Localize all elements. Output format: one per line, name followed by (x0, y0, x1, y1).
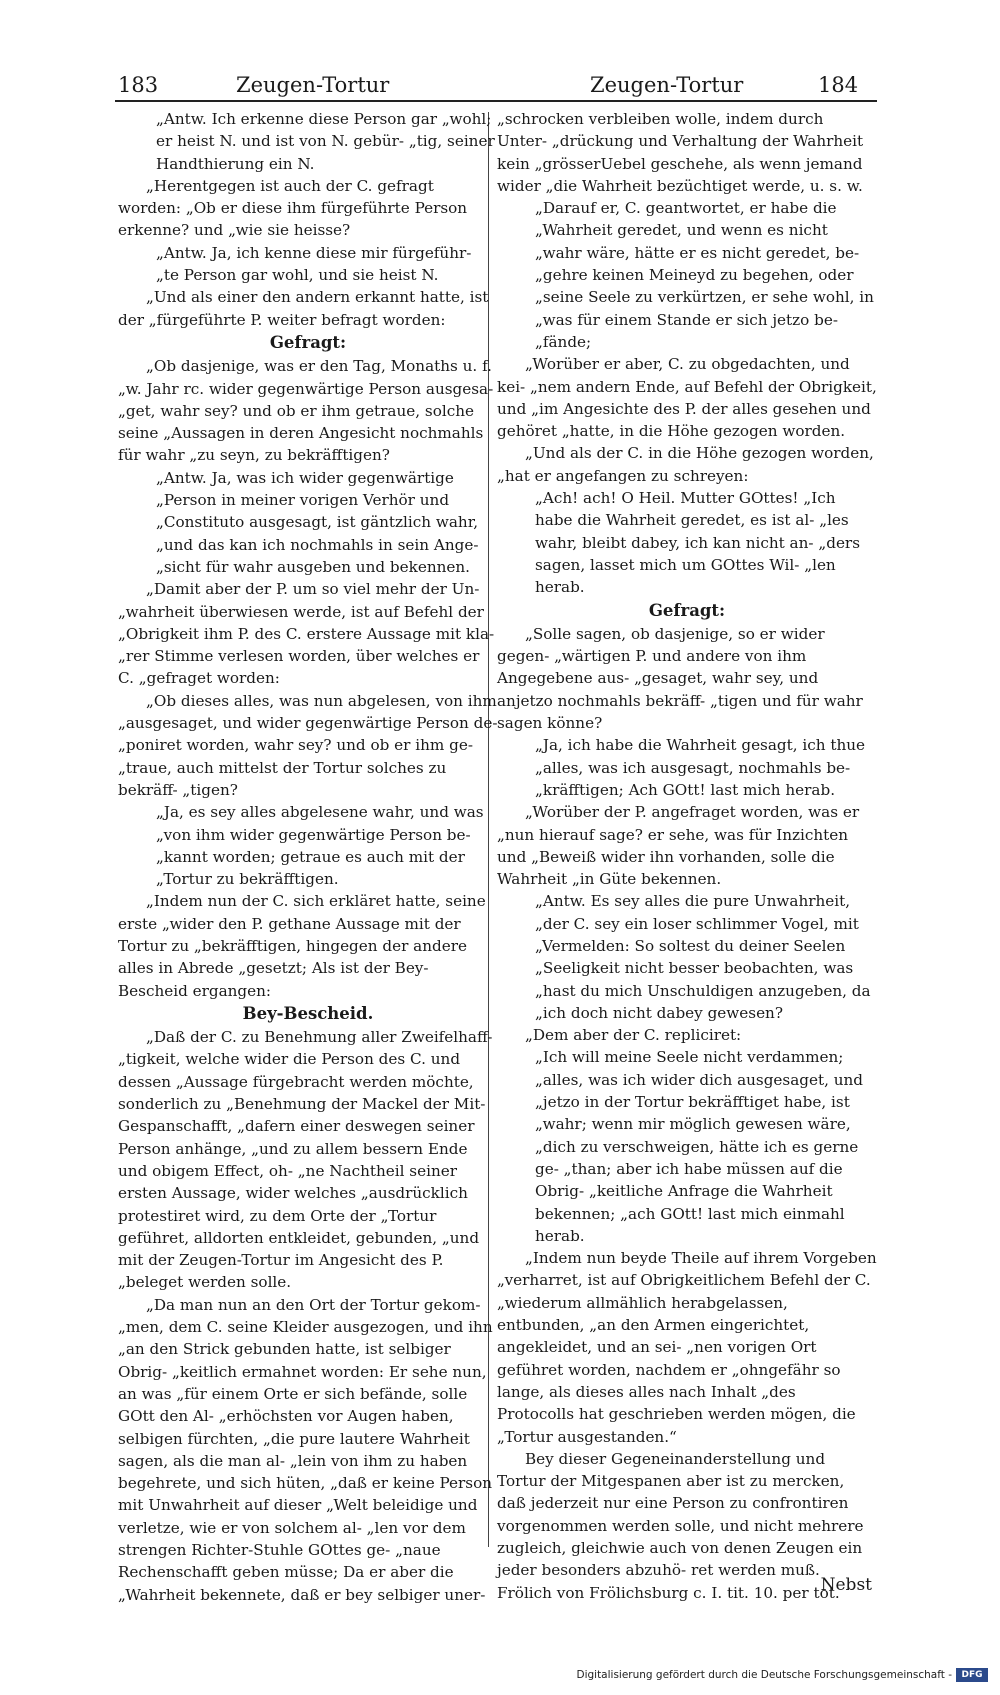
paragraph: „Antw. Es sey alles die pure Unwahrheit, „der C. sey ein loser schlimmer Vogel, mit „Vermelden: So soltest du deiner Seelen „Seeligkeit nicht besser beobachten, was „hast du mich Unschuldigen anzugeben, da „ich doch nicht dabey gewesen? (535, 892, 871, 1022)
digitization-credit: Digitalisierung gefördert durch die Deutsche Forschungsgemeinschaft - (576, 1669, 952, 1681)
dfg-logo: DFG (956, 1668, 988, 1682)
paragraph: „Worüber der P. angefraget worden, was er „nun hierauf sage? er sehe, was für Inzichten und „Beweiß wider ihn vorhanden, solle die Wahrheit „in Güte bekennen. (497, 803, 860, 889)
paragraph: „Ach! ach! O Heil. Mutter GOttes! „Ich habe die Wahrheit geredet, es ist al- „les wahr, bleibt dabey, ich kan nicht an- „ders sagen, lasset mich um GOttes Wil- „len herab. (535, 489, 860, 597)
paragraph: „Antw. Ich erkenne diese Person gar „wohl; er heist N. und ist von N. gebür- „tig, seiner Handthierung ein N. (156, 110, 495, 173)
paragraph: „Ja, es sey alles abgelesene wahr, und was „von ihm wider gegenwärtige Person be- „kannt worden; getraue es auch mit der „Tortur zu bekräfftigen. (156, 803, 484, 889)
paragraph: „Antw. Ja, ich kenne diese mir fürgeführ- „te Person gar wohl, und sie heist N. (156, 243, 472, 285)
paragraph: „schrocken verbleiben wolle, indem durch Unter- „drückung und Verhaltung der Wahrheit kein „grösserUebel geschehe, als wenn jemand wider „die Wahrheit bezüchtiget werde, u. s. w. (497, 110, 864, 195)
left-page-number: 183 (118, 73, 159, 97)
right-running-title: Zeugen-Tortur (590, 73, 744, 97)
footer (0, 1669, 1000, 1689)
paragraph: „Da man nun an den Ort der Tortur gekom- „men, dem C. seine Kleider ausgezogen, und ihn „an den Strick gebunden hatte, ist selbiger Obrig- „keitlich ermahnet worden: Er sehe nun, an was „für einem Orte er sich befände, solle GOtt den Al- „erhöchsten vor Augen haben, selbigen fürchten, „die pure lautere Wahrheit sagen, als die man al- „lein von ihm zu haben begehrete, und sich hüten, „daß er keine Person mit Unwahrheit auf dieser „Welt beleidige und verletze, wie er von solchem al- „len vor dem strengen Richter-Stuhle GOttes ge- „naue Rechenschafft geben müsse; Da er aber die „Wahrheit bekennete, daß er bey selbiger uner- (118, 1295, 493, 1604)
right-column (497, 108, 877, 1604)
paragraph: „Ich will meine Seele nicht verdammen; „alles, was ich wider dich ausgesaget, und „jetzo in der Tortur bekräfftiget habe, ist „wahr; wenn mir möglich gewesen wäre, „dich zu verschweigen, hätte ich es gerne ge- „than; aber ich habe müssen auf die Obrig- „keitliche Anfrage die Wahrheit bekennen; „ach GOtt! last mich einmahl herab. (535, 1048, 864, 1245)
paragraph: „Ob dieses alles, was nun abgelesen, von ihm „ausgesaget, und wider gegenwärtige Person de- „poniret worden, wahr sey? und ob er ihm ge- „traue, auch mittelst der Tortur solches zu bekräff- „tigen? (118, 691, 498, 799)
header-rule (115, 100, 877, 102)
paragraph: „Indem nun beyde Theile auf ihrem Vorgeben „verharret, ist auf Obrigkeitlichem Befehl der C. „wiederum allmählich herabgelassen, entbunden, „an den Armen eingerichtet, angekleidet, und an sei- „nen vorigen Ort geführet worden, nachdem er „ohngefähr so lange, als dieses alles nach Inhalt „des Protocolls hat geschrieben werden mögen, die „Tortur ausgestanden.“ (497, 1249, 877, 1446)
left-column (118, 108, 498, 1606)
paragraph: „Herentgegen ist auch der C. gefragt worden: „Ob er diese ihm fürgeführte Person erkenne? und „wie sie heisse? (118, 176, 468, 240)
paragraph: „Antw. Ja, was ich wider gegenwärtige „Person in meiner vorigen Verhör und „Constituto ausgesagt, ist gäntzlich wahr, „und das kan ich nochmahls in sein Ange- „sicht für wahr ausgeben und bekennen. (156, 468, 479, 576)
catchword: Nebst (820, 1575, 872, 1595)
paragraph: „Damit aber der P. um so viel mehr der Un- „wahrheit überwiesen werde, ist auf Befehl der „Obrigkeit ihm P. des C. erstere Aussage mit kla- „rer Stimme verlesen worden, über welches er C. „gefraget worden: (118, 580, 495, 688)
paragraph: „Indem nun der C. sich erkläret hatte, seine erste „wider den P. gethane Aussage mit der Tortur zu „bekräfftigen, hingegen der andere alles in Abrede „gesetzt; Als ist der Bey-Bescheid ergangen: (118, 892, 486, 1000)
section-heading: Bey-Bescheid. (242, 1003, 374, 1023)
right-page-number: 184 (818, 73, 859, 97)
section-heading: Gefragt: (269, 332, 347, 352)
paragraph: „Ja, ich habe die Wahrheit gesagt, ich thue „alles, was ich ausgesagt, nochmahls be- „kräfftigen; Ach GOtt! last mich herab. (535, 736, 866, 799)
section-heading: Gefragt: (648, 600, 726, 620)
paragraph: „Dem aber der C. repliciret: (525, 1026, 742, 1045)
paragraph: „Ob dasjenige, was er den Tag, Monaths u. f. „w. Jahr rc. wider gegenwärtige Person ausgesa- „get, wahr sey? und ob er ihm getraue, solche seine „Aussagen in deren Angesicht nochmahls für wahr „zu seyn, zu bekräfftigen? (118, 357, 494, 465)
paragraph: „Daß der C. zu Benehmung aller Zweifelhaff- „tigkeit, welche wider die Person des C. und dessen „Aussage fürgebracht werden möchte, sonderlich zu „Benehmung der Mackel der Mit-Gespanschafft, „dafern einer deswegen seiner Person anhänge, „und zu allem bessern Ende und obigem Effect, oh- „ne Nachtheil seiner ersten Aussage, wider welches „ausdrücklich protestiret wird, zu dem Orte der „Tortur geführet, alldorten entkleidet, gebunden, „und mit der Zeugen-Tortur im Angesicht des P. „beleget werden solle. (118, 1028, 493, 1292)
paragraph: „Und als einer den andern erkannt hatte, ist der „fürgeführte P. weiter befragt worden: (118, 288, 489, 329)
paragraph: „Darauf er, C. geantwortet, er habe die „Wahrheit geredet, und wenn es nicht „wahr wäre, hätte er es nicht geredet, be- „gehre keinen Meineyd zu begehen, oder „seine Seele zu verkürtzen, er sehe wohl, in „was für einem Stande er sich jetzo be- „fände; (535, 199, 874, 351)
paragraph: „Und als der C. in die Höhe gezogen worden, „hat er angefangen zu schreyen: (497, 444, 874, 485)
paragraph: „Worüber er aber, C. zu obgedachten, und kei- „nem andern Ende, auf Befehl der Obrigkeit, und „im Angesichte des P. der alles gesehen und gehöret „hatte, in die Höhe gezogen worden. (497, 355, 877, 441)
paragraph: Bey dieser Gegeneinanderstellung und Tortur der Mitgespanen aber ist zu mercken, daß jederzeit nur eine Person zu confrontiren vorgenommen werden solle, und nicht mehrere zugleich, gleichwie auch von denen Zeugen ein jeder besonders abzuhö- ret werden muß. Frölich von Frölichsburg c. I. tit. 10. per tot. (497, 1449, 864, 1602)
left-running-title: Zeugen-Tortur (236, 73, 390, 97)
paragraph: „Solle sagen, ob dasjenige, so er wider gegen- „wärtigen P. und andere von ihm Angegebene aus- „gesaget, wahr sey, und anjetzo nochmahls bekräff- „tigen und für wahr sagen könne? (497, 624, 863, 733)
